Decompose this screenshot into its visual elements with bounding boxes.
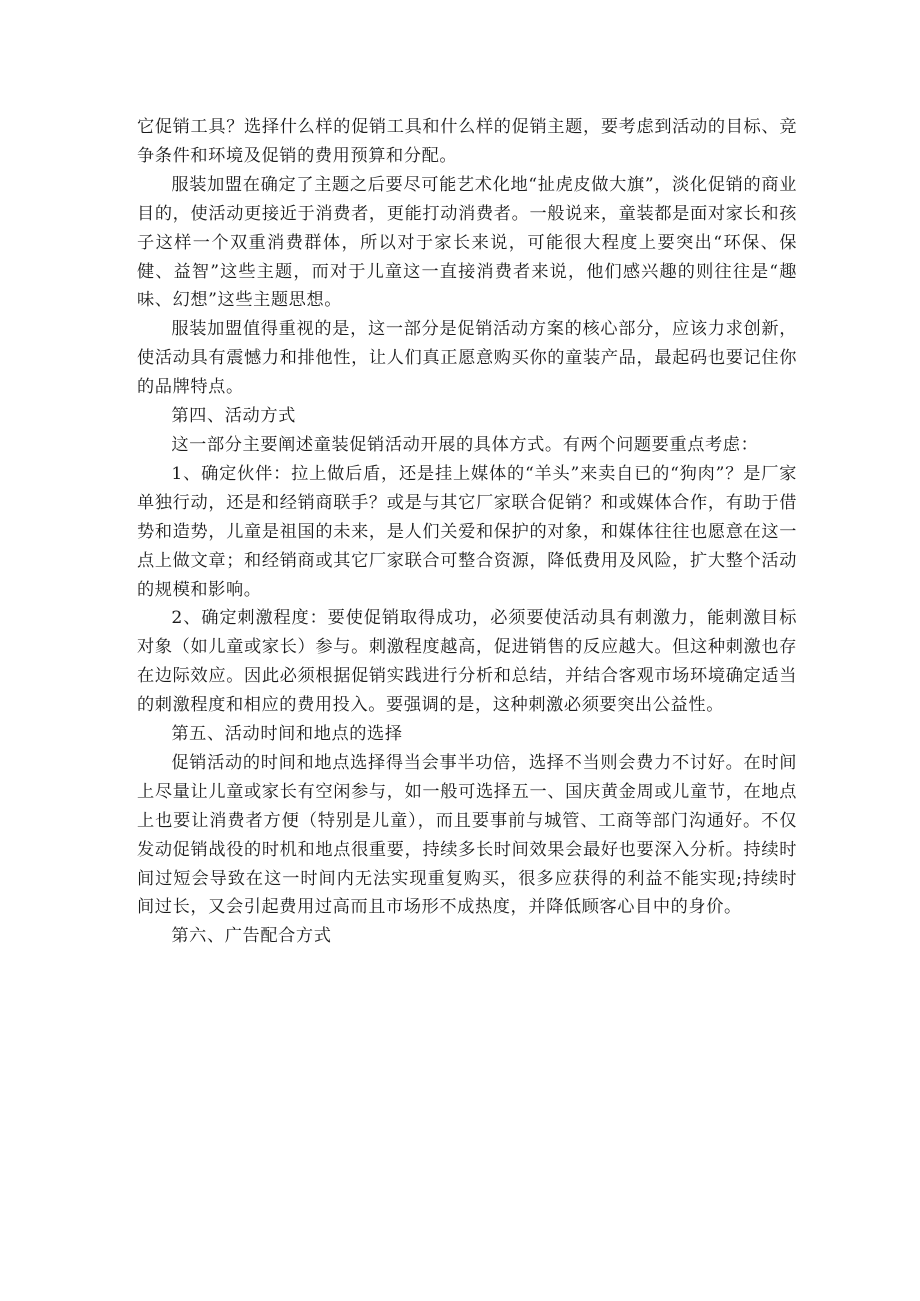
paragraph-method-intro: 这一部分主要阐述童装促销活动开展的具体方式。有两个问题要重点考虑： (171, 434, 759, 455)
paragraph-continuation: 它促销工具？选择什么样的促销工具和什么样的促销主题，要考虑到活动的目标、竞争条件和环境及促销的费用预算和分配。 (137, 117, 797, 166)
paragraph-stimulus: 2、确定刺激程度：要使促销取得成功，必须要使活动具有刺激力，能刺激目标对象（如儿童或家长）参与。刺激程度越高，促进销售的反应越大。但这种刺激也存在边际效应。因此必须根据促销实践进行分析和总结，并结合客观市场环境确定适当的刺激程度和相应的费用投入。要强调的是，这种刺激必须要突出公益性。 (137, 608, 797, 716)
paragraph-partner: 1、确定伙伴：拉上做后盾，还是挂上媒体的“羊头”来卖自已的“狗肉”？是厂家单独行动，还是和经销商联手？或是与其它厂家联合促销？和或媒体合作，有助于借势和造势，儿童是祖国的未来，是人们关爱和保护的对象，和媒体往往也愿意在这一点上做文章；和经销商或其它厂家联合可整合资源，降低费用及风险，扩大整个活动的规模和影响。 (137, 463, 797, 600)
section-heading-4: 第四、活动方式 (171, 406, 296, 427)
document-body (137, 113, 797, 951)
section-heading-6: 第六、广告配合方式 (171, 926, 332, 947)
section-heading-5: 第五、活动时间和地点的选择 (171, 724, 403, 745)
paragraph-theme-art: 服装加盟在确定了主题之后要尽可能艺术化地“扯虎皮做大旗”，淡化促销的商业目的，使活动更接近于消费者，更能打动消费者。一般说来，童装都是面对家长和孩子这样一个双重消费群体，所以对于家长来说，可能很大程度上要突出“环保、保健、益智”这些主题，而对于儿童这一直接消费者来说，他们感兴趣的则往往是“趣味、幻想”这些主题思想。 (137, 174, 797, 311)
paragraph-time-place: 促销活动的时间和地点选择得当会事半功倍，选择不当则会费力不讨好。在时间上尽量让儿童或家长有空闲参与，如一般可选择五一、国庆黄金周或儿童节，在地点上也要让消费者方便（特别是儿童），而且要事前与城管、工商等部门沟通好。不仅发动促销战役的时机和地点很重要，持续多长时间效果会最好也要深入分析。持续时间过短会导致在这一时间内无法实现重复购买，很多应获得的利益不能实现;持续时间过长，又会引起费用过高而且市场形不成热度，并降低顾客心目中的身价。 (137, 752, 797, 918)
paragraph-core-part: 服装加盟值得重视的是，这一部分是促销活动方案的核心部分，应该力求创新，使活动具有震憾力和排他性，让人们真正愿意购买你的童装产品，最起码也要记住你的品牌特点。 (137, 319, 797, 398)
